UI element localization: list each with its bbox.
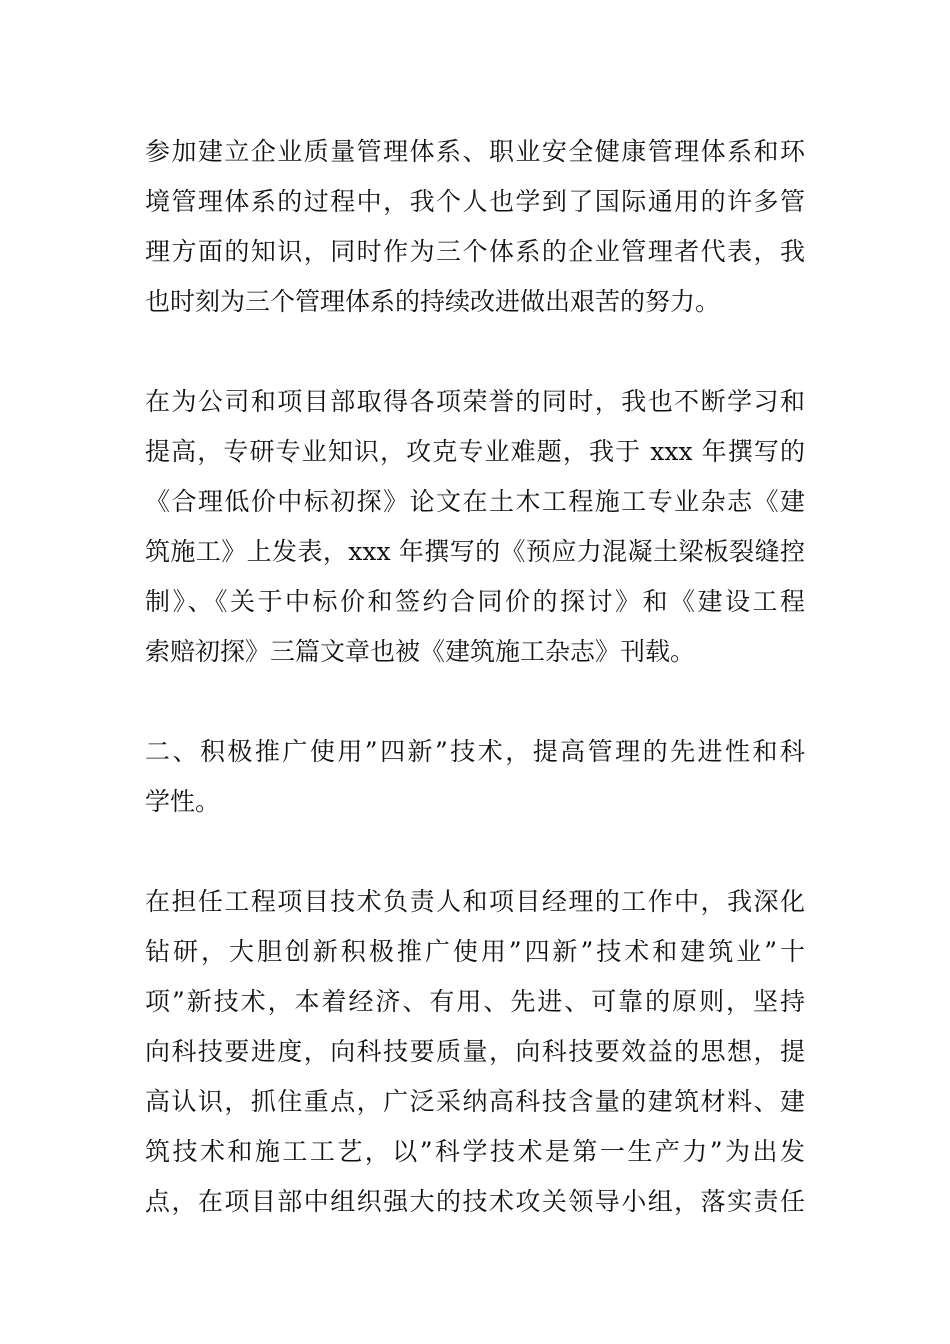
text-line: 《合理低价中标初探》论文在土木工程施工专业杂志《建 <box>145 487 805 516</box>
text-line: 也时刻为三个管理体系的持续改进做出艰苦的努力。 <box>145 287 721 316</box>
text-line: 制》、《关于中标价和签约合同价的探讨》和《建设工程 <box>145 587 805 616</box>
text-line: 提高，专研专业知识，攻克专业难题，我于 xxx 年撰写的 <box>145 437 805 466</box>
text-line: 在担任工程项目技术负责人和项目经理的工作中，我深化 <box>145 887 805 916</box>
text-line: 参加建立企业质量管理体系、职业安全健康管理体系和环 <box>145 137 805 166</box>
paragraph-3 <box>145 877 805 1227</box>
paragraph-2 <box>145 377 805 677</box>
text-line: 向科技要进度，向科技要质量，向科技要效益的思想，提 <box>145 1037 805 1066</box>
text-line: 索赔初探》三篇文章也被《建筑施工杂志》刊载。 <box>145 637 696 666</box>
text-line: 筑技术和施工工艺，以”科学技术是第一生产力”为出发 <box>145 1137 805 1166</box>
section-heading <box>145 727 805 827</box>
text-line: 二、积极推广使用”四新”技术，提高管理的先进性和科 <box>145 737 805 766</box>
text-line: 高认识，抓住重点，广泛采纳高科技含量的建筑材料、建 <box>145 1087 805 1116</box>
text-line: 理方面的知识，同时作为三个体系的企业管理者代表，我 <box>145 237 805 266</box>
text-line: 项”新技术，本着经济、有用、先进、可靠的原则，坚持 <box>145 987 805 1016</box>
paragraph-1 <box>145 127 805 327</box>
document-body <box>145 127 805 1277</box>
text-line: 在为公司和项目部取得各项荣誉的同时，我也不断学习和 <box>145 387 805 416</box>
text-line: 筑施工》上发表，xxx 年撰写的《预应力混凝土梁板裂缝控 <box>145 537 805 566</box>
text-line: 点，在项目部中组织强大的技术攻关领导小组，落实责任 <box>145 1187 805 1216</box>
text-line: 境管理体系的过程中，我个人也学到了国际通用的许多管 <box>145 187 805 216</box>
text-line: 钻研，大胆创新积极推广使用”四新”技术和建筑业”十 <box>145 937 805 966</box>
text-line: 学性。 <box>145 787 221 816</box>
